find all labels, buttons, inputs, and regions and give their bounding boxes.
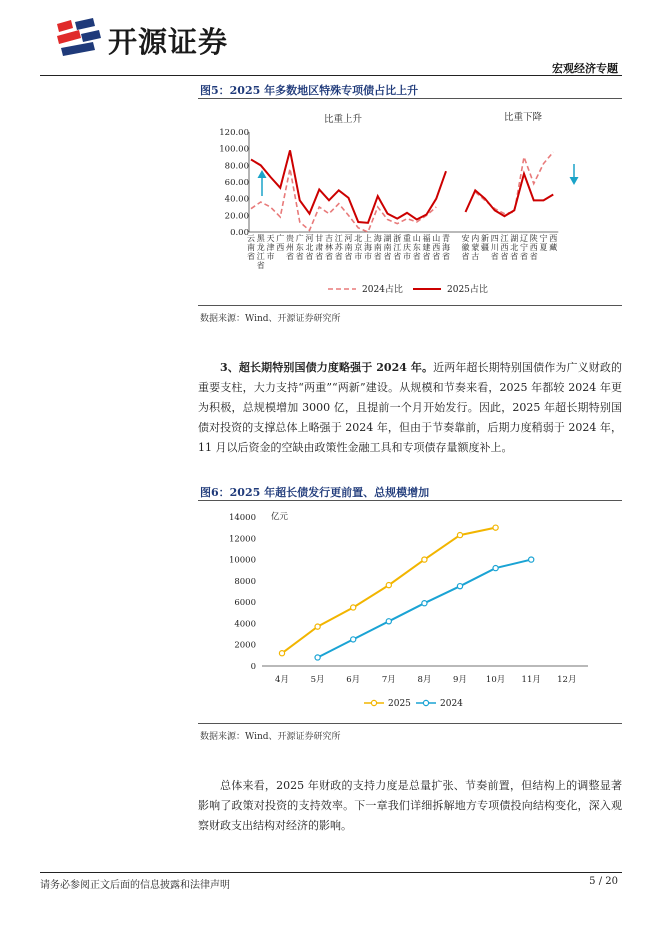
x-tick-label: 西藏 <box>549 234 558 252</box>
x-tick-label: 云南省 <box>247 234 255 261</box>
footer-divider <box>40 872 622 873</box>
x-tick-label: 四川省 <box>490 234 499 261</box>
x-tick-label: 山东省 <box>412 234 421 261</box>
figure5-chart <box>198 100 622 305</box>
x-tick-label: 10月 <box>485 675 506 685</box>
x-tick-label: 重庆市 <box>403 234 411 261</box>
legend-2025-marker <box>371 700 376 705</box>
series-2024-point <box>493 565 498 570</box>
x-tick-label: 广西 <box>276 234 285 252</box>
series-2024-point <box>315 655 320 660</box>
y-tick-label: 0 <box>250 662 256 672</box>
y-tick-label: 4000 <box>234 619 256 630</box>
series-2025-line <box>282 528 496 654</box>
x-tick-label: 陕西省 <box>529 234 538 261</box>
x-tick-label: 8月 <box>417 675 432 685</box>
y-tick-label: 10000 <box>228 555 256 566</box>
series-2024-point <box>386 619 391 624</box>
y-tick-label: 60.00 <box>224 178 249 188</box>
x-tick-label: 内蒙古 <box>471 234 480 261</box>
x-tick-label: 浙江省 <box>393 234 402 261</box>
figure6-title-rule <box>198 500 622 501</box>
figure6-source: 数据来源：Wind、开源证券研究所 <box>200 732 341 742</box>
y-tick-label: 2000 <box>234 640 256 651</box>
y-tick-label: 80.00 <box>224 161 249 172</box>
x-tick-label: 江西省 <box>500 234 509 261</box>
series-2025-point <box>457 532 462 537</box>
figure6-chart <box>198 502 622 722</box>
series-2025-point <box>493 525 498 530</box>
y-tick-label: 8000 <box>234 576 256 587</box>
company-logo <box>53 18 105 56</box>
paragraph-body: 近两年超长期特别国债作为广义财政的重要支柱，大力支持“两重”“两新”建设。从规模和节奏来看，2025 年都较 2024 年更为积极，总规模增加 3000 亿，且提前一个月开始发行。因此，2025 年超长期特别国债对投资的支撑总体上略强于 2024 年，但由于节奏靠前，后期力度稍弱于 2024 年，11 月以后资金的空缺由政策性金融工具和专项债存量额度补上。 <box>198 361 622 454</box>
legend-2025-label: 2025占比 <box>447 285 488 295</box>
x-tick-label: 福建省 <box>422 234 431 261</box>
figure5-source: 数据来源：Wind、开源证券研究所 <box>200 314 341 324</box>
x-tick-label: 湖南省 <box>383 234 392 261</box>
figure6-bottom-rule <box>198 723 622 724</box>
footer-disclaimer: 请务必参阅正文后面的信息披露和法律声明 <box>40 880 230 891</box>
figure5-bottom-rule <box>198 305 622 306</box>
annotation-up: 比重上升 <box>323 114 363 125</box>
legend-2025-label: 2025 <box>388 699 411 709</box>
logo-mark-icon <box>53 18 105 56</box>
y-tick-label: 40.00 <box>224 194 249 205</box>
page-number: 5 / 20 <box>589 876 618 887</box>
y-tick-label: 20.00 <box>224 211 249 222</box>
figure5-title-rule <box>198 98 622 99</box>
x-tick-label: 12月 <box>557 675 577 685</box>
x-tick-label: 江苏省 <box>334 234 343 261</box>
x-tick-label: 天津市 <box>266 234 275 261</box>
logo-text: 开源证券 <box>108 25 229 59</box>
legend-2024-marker <box>423 700 428 705</box>
x-tick-label: 河北省 <box>305 234 314 261</box>
x-tick-label: 安徽省 <box>461 234 470 261</box>
y-tick-label: 120.00 <box>219 128 249 138</box>
series-2025-point <box>386 583 391 588</box>
y-tick-label: 0.00 <box>230 228 249 238</box>
series-2024-line <box>475 152 553 214</box>
y-tick-label: 14000 <box>228 513 256 523</box>
x-tick-label: 上海市 <box>364 234 372 261</box>
header-divider <box>40 75 622 76</box>
arrow-down-head-icon <box>570 177 579 185</box>
x-tick-label: 贵州省 <box>286 234 294 261</box>
x-tick-label: 4月 <box>275 675 289 685</box>
x-tick-label: 5月 <box>310 675 325 685</box>
y-tick-label: 6000 <box>234 598 256 609</box>
y-unit-label: 亿元 <box>271 512 289 522</box>
x-tick-label: 宁夏 <box>539 234 548 252</box>
x-tick-label: 辽宁省 <box>520 234 528 261</box>
figure5-title: 图5：2025 年多数地区特殊专项债占比上升 <box>200 84 419 97</box>
y-tick-label: 100.00 <box>219 144 249 155</box>
paragraph-summary: 总体来看，2025 年财政的支持力度是总量扩张、节奏前置，但结构上的调整显著影响了政策对投资的支持效率。下一章我们详细拆解地方专项债投向结构变化，深入观察财政支出结构对经济的影响。 <box>198 779 622 832</box>
series-2025-point <box>279 651 284 656</box>
series-2024-point <box>457 584 462 589</box>
series-2024-point <box>422 601 427 606</box>
series-2025-point <box>315 624 320 629</box>
y-tick-label: 12000 <box>228 534 256 545</box>
legend-2024-label: 2024占比 <box>362 285 403 295</box>
series-2024-line <box>251 169 436 232</box>
paragraph-ultra-long-bonds <box>198 358 622 458</box>
x-tick-label: 青海省 <box>442 234 450 261</box>
x-tick-label: 湖北省 <box>510 234 519 261</box>
series-2025-point <box>422 557 427 562</box>
x-tick-label: 6月 <box>346 675 361 685</box>
x-tick-label: 7月 <box>381 675 396 685</box>
annotation-down: 比重下降 <box>503 112 543 123</box>
section-label: 宏观经济专题 <box>552 62 618 75</box>
series-2025-line <box>251 150 446 223</box>
x-tick-label: 甘肃省 <box>315 234 324 261</box>
x-tick-label: 广东省 <box>295 234 304 261</box>
series-2024-point <box>351 637 356 642</box>
series-2025-point <box>351 605 356 610</box>
x-tick-label: 新疆 <box>481 234 489 252</box>
paragraph-lead: 3、超长期特别国债力度略强于 2024 年。 <box>220 361 434 374</box>
x-tick-label: 山西省 <box>432 234 441 261</box>
series-2024-point <box>529 557 534 562</box>
x-tick-label: 北京市 <box>354 234 363 261</box>
x-tick-label: 河南省 <box>344 234 353 261</box>
legend-2024-label: 2024 <box>440 699 463 709</box>
x-tick-label: 海南省 <box>373 234 382 261</box>
figure6-title: 图6：2025 年超长债发行更前置、总规模增加 <box>200 486 430 499</box>
x-tick-label: 11月 <box>521 675 541 685</box>
x-tick-label: 吉林省 <box>325 234 333 261</box>
x-tick-label: 9月 <box>453 675 467 685</box>
x-tick-label: 黑龙江省 <box>256 234 265 270</box>
